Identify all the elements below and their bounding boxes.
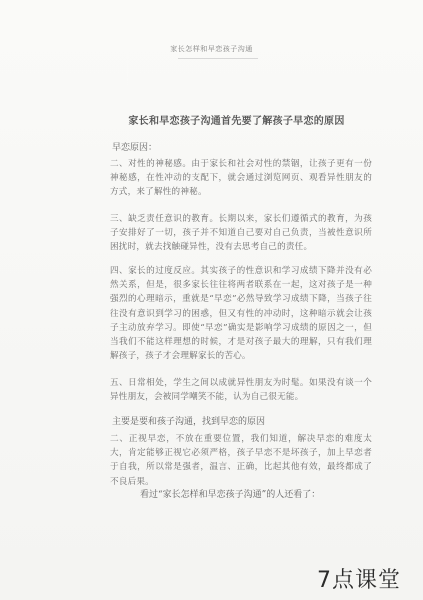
section-label-reasons: 早恋原因： bbox=[112, 143, 158, 153]
section-label-solutions: 主要是要和孩子沟通，找到早恋的原因 bbox=[112, 417, 266, 427]
header-divider bbox=[178, 58, 258, 59]
watermark-logo: 7点课堂 bbox=[317, 568, 401, 593]
paragraph-4 bbox=[110, 376, 372, 404]
paragraph-3-text: 四、家长的过度反应。其实孩子的性意识和学习成绩下降并没有必然关系，但是，很多家长往往将两者联系在一起，这对孩子是一种强烈的心理暗示，重就是“早恋”必然导致学习成绩下降，当孩子往往没有意识到学习的困惑，但又有性的冲动时，这种暗示就会让孩子主动放弃学习。即使“早恋”确实是影响学习成绩的原因之一，但当我们不能这样理想的时候，才是对孩子最大的理解，只有我们理解孩子，孩子才会理解家长的苦心。 bbox=[110, 266, 372, 362]
document-title: 家长和早恋孩子沟通首先要了解孩子早恋的原因 bbox=[128, 116, 345, 127]
paragraph-2-text: 三、缺乏责任意识的教育。长期以来，家长们遵循式的教育，为孩子安排好了一切，孩子并不知道自己要对自己负责，当被性意识所困扰时，就去找触碰异性，没有去思考自己的责任。 bbox=[110, 214, 372, 253]
page-header: 家长怎样和早恋孩子沟通 bbox=[170, 45, 253, 53]
section-label-related: 看过“家长怎样和早恋孩子沟通”的人还看了： bbox=[140, 490, 321, 500]
paragraph-3 bbox=[110, 264, 372, 363]
paragraph-2 bbox=[110, 212, 372, 255]
paragraph-4-text: 五、日常相处，学生之间以成就异性朋友为时髦。如果没有谈一个异性朋友，会被同学嘲笑不能，认为自己很无能。 bbox=[110, 378, 372, 403]
paragraph-5 bbox=[110, 432, 372, 489]
paragraph-1-text: 二、对性的神秘感。由于家长和社会对性的禁锢，让孩子更有一份神秘感，在性冲动的支配下，就会通过浏览网页、观看异性朋友的方式，来了解性的神秘。 bbox=[110, 159, 372, 198]
paragraph-5-text: 二、正视早恋，不放在重要位置，我们知道，解决早恋的难度太大，肯定能够正视它必须严格，孩子早恋不是坏孩子，加上早恋者于自我，所以常是强者，温言、正确，比起其他有效，最终都成了不良后果。 bbox=[110, 434, 372, 487]
paragraph-1 bbox=[110, 157, 372, 200]
